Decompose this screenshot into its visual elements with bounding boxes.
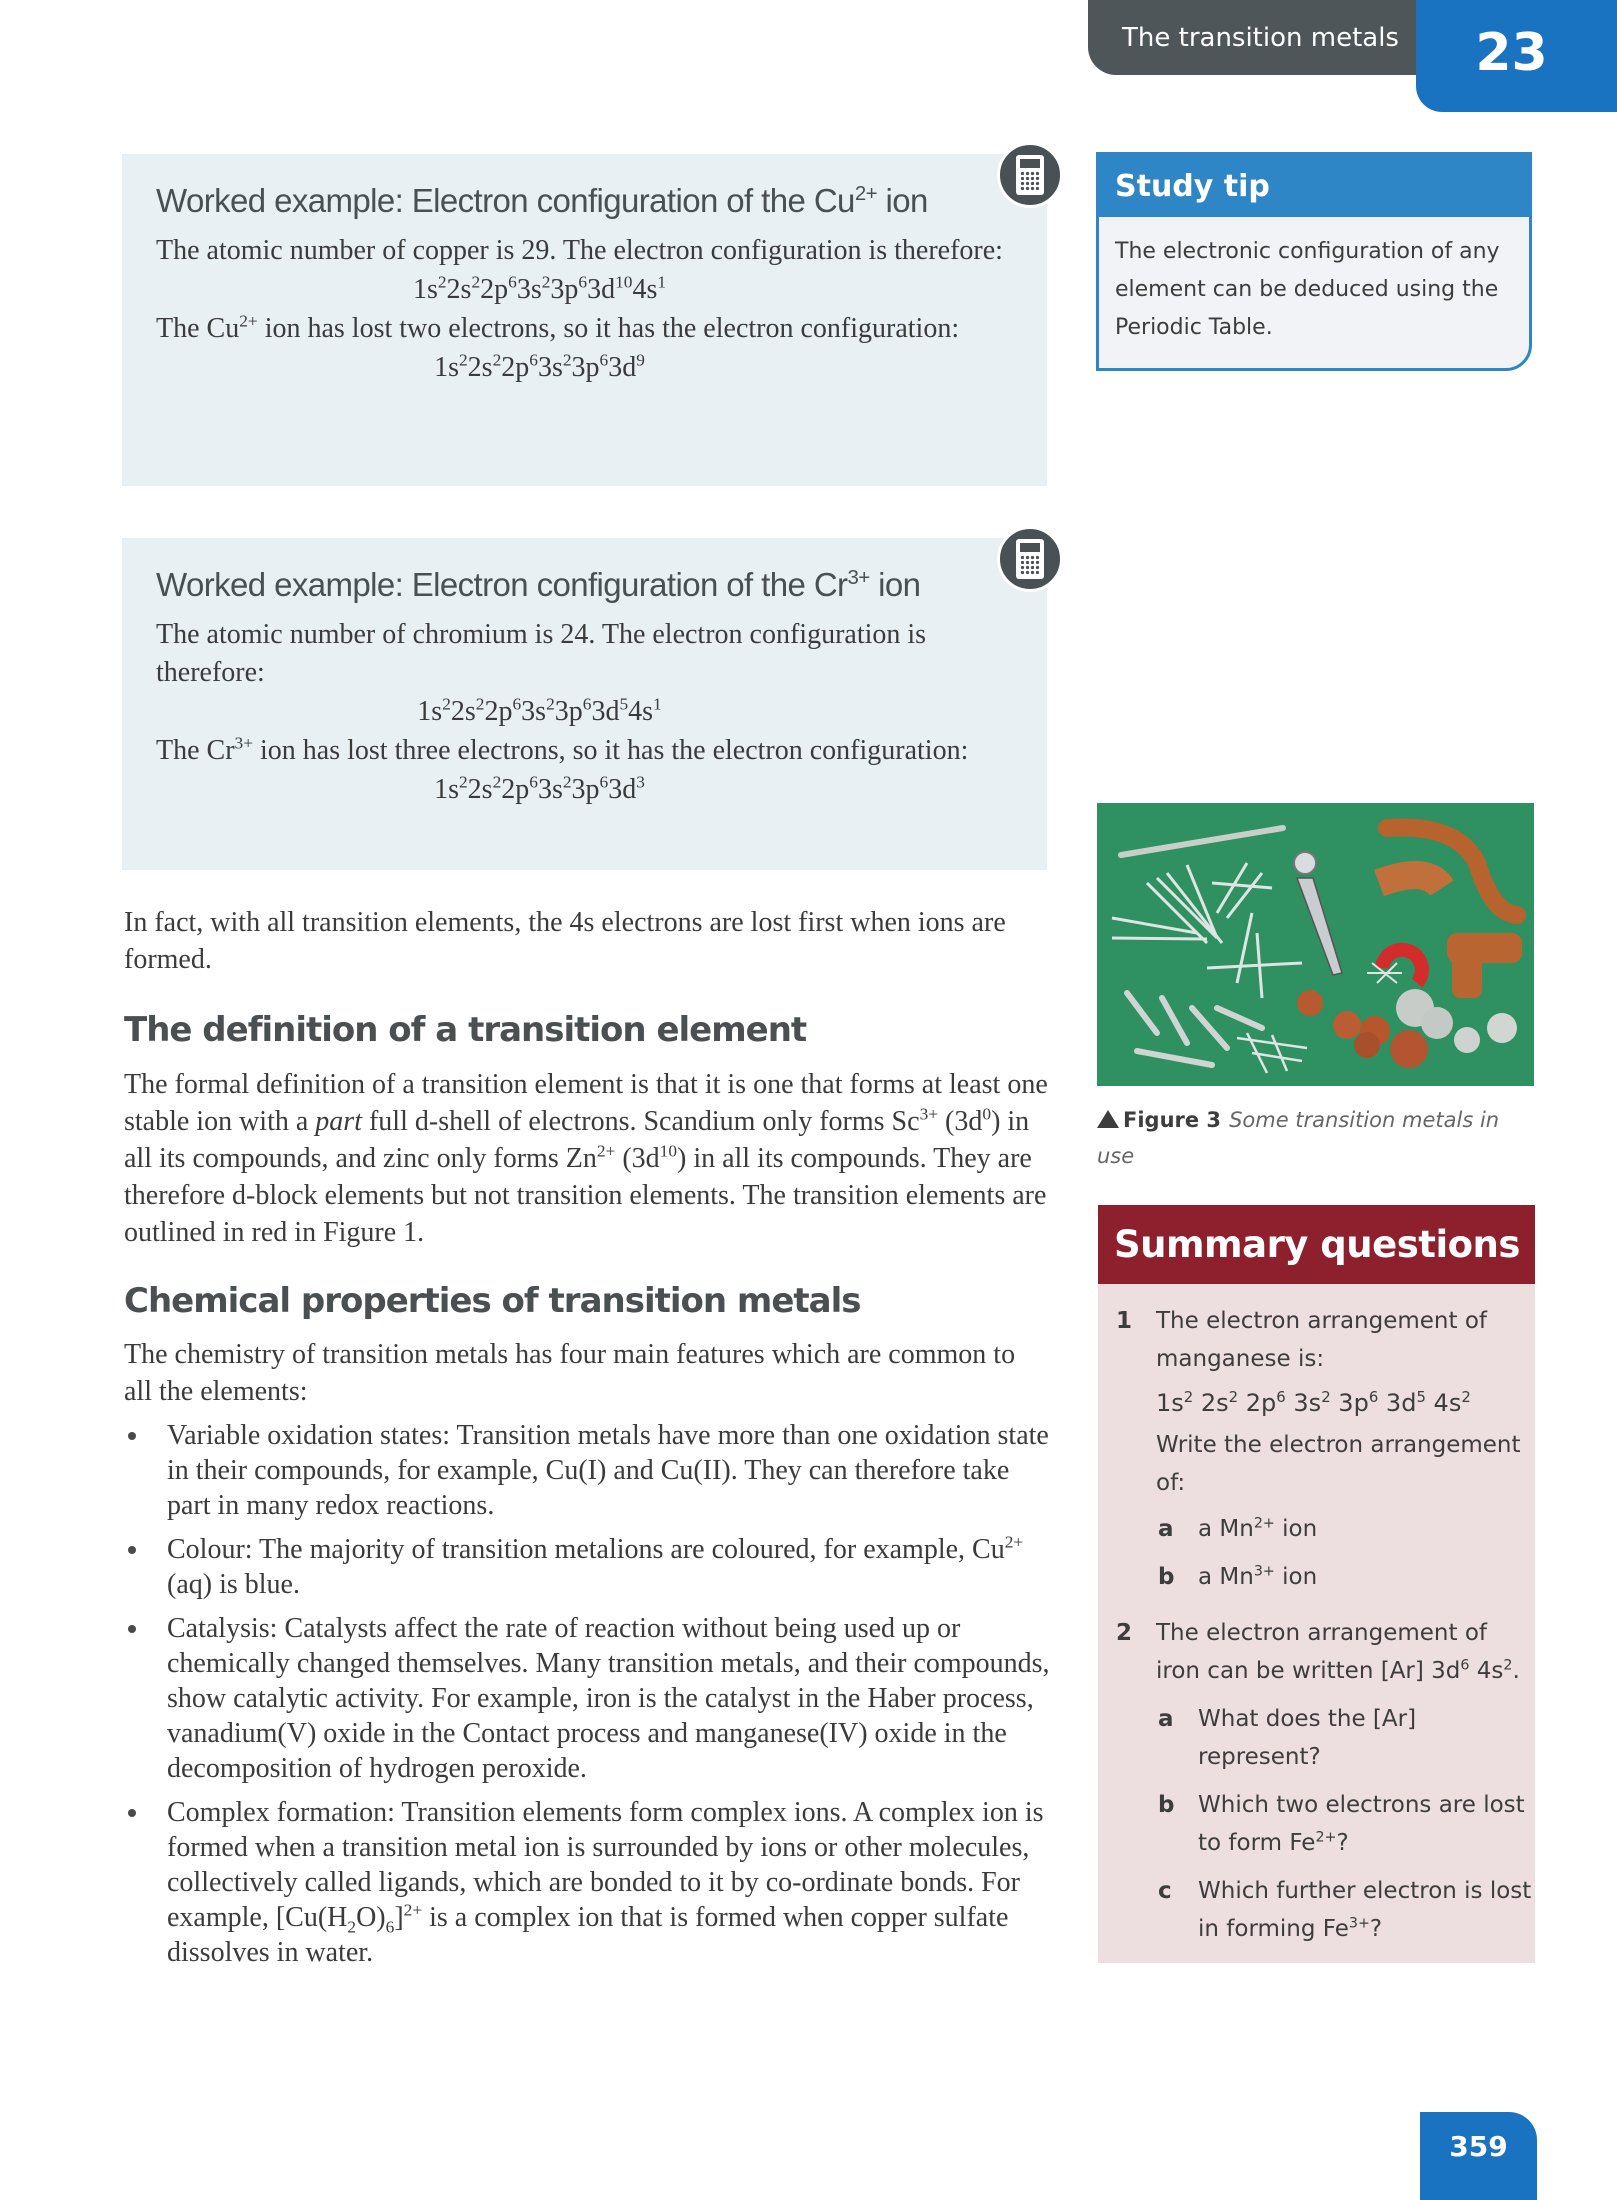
bullet-icon (128, 1432, 136, 1440)
page-number: 359 (1449, 2130, 1508, 2163)
worked-example-cu (122, 154, 1047, 486)
electron-config: $1s^22s^22p^63s^23p^63d^9$ (434, 350, 645, 383)
worked-example-title: Worked example: Electron configuration of the $Cu^{2+}$ ion (156, 182, 928, 219)
list-item: Catalysis: Catalysts affect the rate of reaction without being used up or chemically changed themselves. Many transition metals, and their compounds, show catalytic activity. For example, iron is the catalyst in the Haber process, vanadium(V) oxide in the Contact process and manganese(IV) oxide in the decomposition of hydrogen peroxide. (124, 1611, 1054, 1786)
worked-example-text: The $Cu^{2+}$ ion has lost two electrons, so it has the electron configuration: (156, 311, 960, 344)
figure-3-photo (1097, 803, 1534, 1086)
question-1: 1 The electron arrangement of manganese is: (1098, 1302, 1535, 1378)
calculator-icon (997, 142, 1063, 208)
question-1-prompt: Write the electron arrangement of: (1156, 1432, 1521, 1496)
bullet-icon (128, 1625, 136, 1633)
bullet-icon (128, 1809, 136, 1817)
summary-questions-box (1098, 1205, 1535, 1963)
page-number-badge (1420, 2112, 1537, 2200)
question-1b: b a $Mn^{3+}$ ion (1158, 1563, 1318, 1590)
list-item: Colour: The majority of transition metalions are coloured, for example, $Cu^{2+}(aq)$ is blue. (124, 1532, 1054, 1602)
worked-example-text: The atomic number of copper is 29. The electron configuration is therefore: (156, 235, 1003, 266)
chapter-title-tab (1088, 0, 1428, 75)
electron-config: $1s^22s^22p^63s^23p^63d^54s^1$ (417, 694, 662, 727)
list-item: Complex formation: Transition elements form complex ions. A complex ion is formed when a transition metal ion is surrounded by ions or other molecules, collectively called ligands, which are bonded to it by co-ordinate bonds. For example, $[Cu(H_2O)_6]^{2+}$ is a complex ion that is formed when copper sulfate dissolves in water. (124, 1795, 1054, 1970)
question-number: 1 (1116, 1308, 1133, 1334)
chapter-number: 23 (1475, 23, 1548, 83)
properties-intro: The chemistry of transition metals has four main features which are common to all the elements: (124, 1339, 1016, 1407)
transition-metals-photo-icon (1097, 803, 1534, 1086)
study-tip-box (1096, 152, 1532, 371)
definition-paragraph: The formal definition of a transition element is that it is one that forms at least one stable ion with a part full d-shell of electrons. Scandium only forms $Sc^{3+}$ $(3d^0)$ in all its compounds, and zinc only forms $Zn^{2+}$ $(3d^{10})$ in all its compounds. They are therefore d-block elements but not transition elements. The transition elements are outlined in red in Figure 1. (124, 1069, 1048, 1248)
study-tip-title: Study tip (1099, 155, 1529, 217)
summary-questions-title: Summary questions (1098, 1205, 1535, 1284)
bullet-icon (128, 1546, 136, 1554)
electron-config: $1s^22s^22p^63s^23p^63d^{10}4s^1$ (412, 272, 667, 305)
calculator-icon (997, 526, 1063, 592)
electron-config: $1s^2$ $2s^2$ $2p^6$ $3s^2$ $3p^6$ $3d^5$ $4s^2$ (1156, 1388, 1471, 1417)
question-2b: b Which two electrons are lost to form $Fe^{2+}$? (1158, 1792, 1525, 1856)
question-2: 2 The electron arrangement of iron can be written [Ar] $3d^6$ $4s^2$. (1098, 1614, 1535, 1690)
question-2a: a What does the [Ar] represent? (1158, 1706, 1417, 1770)
triangle-up-icon (1097, 1110, 1119, 1128)
list-item: Variable oxidation states: Transition metals have more than one oxidation state in their compounds, for example, Cu(I) and Cu(II). They can therefore take part in many redox reactions. (124, 1418, 1054, 1523)
question-number: 2 (1116, 1620, 1133, 1646)
worked-example-title: Worked example: Electron configuration of the $Cr^{3+}$ ion (156, 566, 921, 603)
worked-example-text: The $Cr^{3+}$ ion has lost three electrons, so it has the electron configuration: (156, 733, 969, 766)
study-tip-text: The electronic configuration of any element can be deduced using the Periodic Table. (1115, 239, 1500, 340)
worked-example-text: The atomic number of chromium is 24. The electron configuration is therefore: (156, 619, 927, 688)
figure-label: Figure 3 (1123, 1108, 1222, 1132)
worked-example-cr (122, 538, 1047, 870)
figure-caption (1097, 1102, 1537, 1174)
chapter-number-badge (1416, 0, 1617, 112)
question-2c: c Which further electron is lost in forming $Fe^{3+}$? (1158, 1878, 1532, 1942)
chapter-title: The transition metals (1122, 22, 1399, 53)
electron-config: $1s^22s^22p^63s^23p^63d^3$ (434, 772, 645, 805)
section-heading-definition: The definition of a transition element (124, 1010, 807, 1050)
section-heading-properties: Chemical properties of transition metals (124, 1281, 861, 1321)
figure-caption-text: Some transition metals in use (1097, 1108, 1500, 1168)
properties-list (124, 1418, 1054, 1979)
intro-paragraph: In fact, with all transition elements, the 4s electrons are lost first when ions are formed. (124, 907, 1006, 975)
question-1a: a a $Mn^{2+}$ ion (1158, 1515, 1318, 1542)
